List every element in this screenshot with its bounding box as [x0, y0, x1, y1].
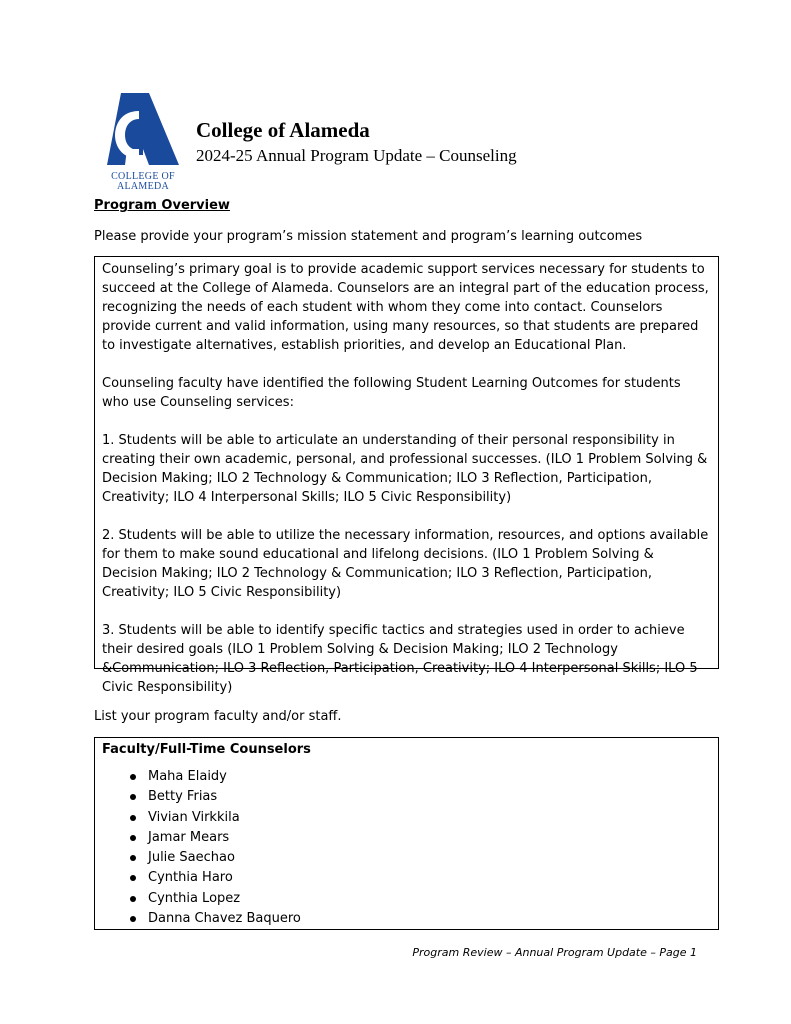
bullet-icon [130, 774, 136, 780]
faculty-member-name: Jamar Mears [148, 829, 230, 845]
logo-text-line1: COLLEGE OF [111, 171, 175, 182]
faculty-member-name: Julie Saechao [148, 850, 235, 866]
faculty-list [102, 767, 711, 929]
mission-statement-box [94, 256, 719, 695]
faculty-member-name: Cynthia Lopez [148, 890, 241, 906]
slo-item-3: 3. Students will be able to identify specific tactics and strategies used in order to achieve their desired goals (ILO 1 Problem Solving & Decision Making; ILO 2 Technology &Communication; ILO 3 Reflection, Participation, Creativity; ILO 4 Interpersonal Skills; ILO 5 Civic Responsibility) [102, 623, 698, 695]
faculty-list-item [102, 909, 711, 929]
faculty-list-item [102, 767, 711, 787]
faculty-heading: Faculty/Full-Time Counselors [102, 742, 311, 757]
faculty-list-item [102, 848, 711, 868]
faculty-member-name: Danna Chavez Baquero [148, 911, 301, 927]
mission-paragraph: Counseling’s primary goal is to provide academic support services necessary for students to succeed at the College of Alameda. Counselors are an integral part of the education process, recognizing the needs of each student with whom they come into contact. Counselors provide current and valid information, using many resources, so that students are prepared to investigate alternatives, establish priorities, and develop an Educational Plan. [102, 262, 709, 353]
mission-prompt: Please provide your program’s mission statement and program’s learning outcomes [94, 229, 643, 244]
slo-item-2: 2. Students will be able to utilize the necessary information, resources, and options available for them to make sound educational and lifelong decisions. (ILO 1 Problem Solving & Decision Making; ILO 2 Technology & Communication; ILO 3 Reflection, Participation, Creativity; ILO 5 Civic Responsibility) [102, 528, 709, 600]
faculty-list-item [102, 889, 711, 909]
bullet-icon [130, 794, 136, 800]
faculty-member-name: Maha Elaidy [148, 769, 227, 784]
faculty-member-name: Betty Frias [148, 789, 218, 805]
bullet-icon [130, 855, 136, 861]
page-footer: Program Review – Annual Program Update – Page 1 [412, 946, 697, 959]
faculty-list-item [102, 808, 711, 828]
slo-item-1: 1. Students will be able to articulate an understanding of their personal responsibility in creating their own academic, personal, and professional successes. (ILO 1 Problem Solving & Decision Making; ILO 2 Technology & Communication; ILO 3 Reflection, Participation, Creativity; ILO 4 Interpersonal Skills; ILO 5 Civic Responsibility) [102, 433, 708, 505]
document-subtitle: 2024-25 Annual Program Update – Counseling [196, 146, 517, 165]
college-name: College of Alameda [196, 118, 370, 142]
slo-intro-paragraph: Counseling faculty have identified the following Student Learning Outcomes for students who use Counseling services: [102, 376, 681, 410]
bullet-icon [130, 896, 136, 902]
bullet-icon [130, 916, 136, 922]
faculty-list-item [102, 828, 711, 848]
faculty-list-item [102, 868, 711, 888]
logo-text-line2: ALAMEDA [116, 181, 170, 192]
faculty-member-name: Vivian Virkkila [148, 809, 240, 825]
faculty-member-name: Cynthia Haro [148, 870, 233, 886]
college-of-alameda-logo-icon [103, 93, 183, 171]
faculty-list-item [102, 787, 711, 807]
bullet-icon [130, 875, 136, 881]
faculty-staff-box [94, 737, 719, 930]
bullet-icon [130, 835, 136, 841]
college-logo [103, 93, 183, 193]
bullet-icon [130, 815, 136, 821]
program-overview-heading: Program Overview [94, 198, 230, 213]
faculty-prompt: List your program faculty and/or staff. [94, 709, 342, 724]
